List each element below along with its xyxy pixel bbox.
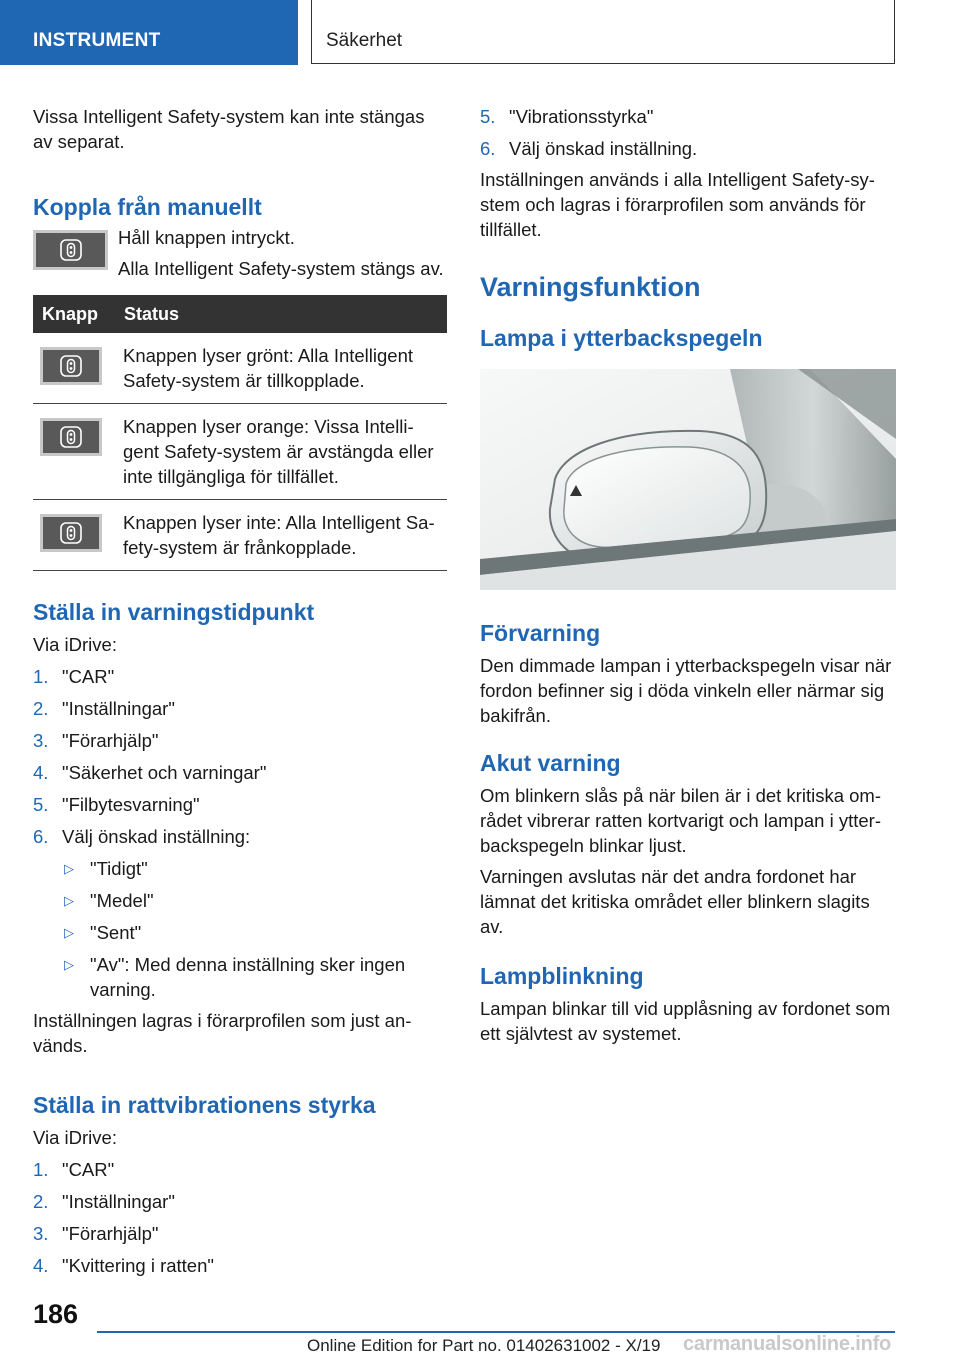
pre-warning-heading: Förvarning [480,620,601,646]
list-item: 6. Välj önskad inställning: [33,826,251,847]
intro-text: Vissa Intelligent Safety-system kan inte stängas av separat. [33,106,425,152]
vibration-heading: Ställa in rattvibrationens styrka [33,1092,376,1118]
mirror-illustration [480,369,896,590]
list-item: 1. "CAR" [33,666,115,687]
bullet-triangle-icon: ▷ [64,861,74,876]
list-item: 3. "Förarhjälp" [33,1223,159,1244]
safety-button-icon [60,239,82,261]
list-item: 2. "Inställningar" [33,698,175,719]
list-item: ▷ "Sent" [64,922,142,943]
vibration-note: Inställningen används i alla Intelligent Safety-sy-stem och lagras i förarprofilen som används för tillfället. [480,169,875,240]
via-idrive: Via iDrive: [33,1127,117,1148]
warn-time-steps [33,664,447,849]
status-text: Knappen lyser orange: Vissa Intelli-gent Safety-system är avstängda eller inte tillgängliga för tillfället. [115,404,447,500]
bullet-triangle-icon: ▷ [64,957,74,972]
table-header-status: Status [115,295,447,333]
left-column [33,104,447,1278]
warn-time-options [33,856,447,1002]
warn-time-heading: Ställa in varningstidpunkt [33,599,315,625]
safety-button-image [40,418,102,456]
vibration-steps [33,1157,447,1278]
safety-button-image [40,347,102,385]
pre-warning-text: Den dimmade lampan i ytterbackspegeln visar när fordon befinner sig i döda vinkeln eller närmar sig bakifrån. [480,655,892,726]
lamp-heading: Lampa i ytterbackspegeln [480,325,763,351]
safety-button-icon [60,522,82,544]
via-idrive: Via iDrive: [33,634,117,655]
watermark-text: carmanualsonline.info [683,1333,892,1355]
safety-button-icon [60,426,82,448]
right-column [480,104,896,1046]
safety-button-image [33,230,108,270]
safety-button-icon [60,355,82,377]
status-text: Knappen lyser grönt: Alla Intelligent Safety-system är tillkopplade. [115,333,447,404]
list-item: ▷ "Tidigt" [64,858,148,879]
list-item: 3. "Förarhjälp" [33,730,159,751]
bullet-triangle-icon: ▷ [64,893,74,908]
list-item: 1. "CAR" [33,1159,115,1180]
safety-button-image [40,514,102,552]
list-item: 5. "Filbytesvarning" [33,794,200,815]
chapter-title: Säkerhet [311,0,895,64]
list-item: 6. Välj önskad inställning. [480,138,698,159]
list-item: 2. "Inställningar" [33,1191,175,1212]
section-tab: INSTRUMENT [0,0,298,65]
table-row [33,404,447,500]
lamp-blink-heading: Lampblinkning [480,963,644,989]
acute-warning-heading: Akut varning [480,750,621,776]
manual-block [33,225,447,281]
warning-function-heading: Varningsfunktion [480,272,701,302]
manual-heading: Koppla från manuellt [33,194,262,220]
table-row [33,500,447,571]
acute-warning-text-2: Varningen avslutas när det andra fordonet har lämnat det kritiska området eller blinkern slagits av. [480,866,870,937]
edition-text: Online Edition for Part no. 01402631002 - X/19 [307,1336,661,1355]
status-text: Knappen lyser inte: Alla Intelligent Sa-fety-system är frånkopplade. [115,500,447,571]
manual-line-2: Alla Intelligent Safety-system stängs av. [118,258,444,279]
manual-line-1: Håll knappen intryckt. [118,227,295,248]
list-item: 5. "Vibrationsstyrka" [480,106,654,127]
list-item: 4. "Kvittering i ratten" [33,1255,214,1276]
status-table [33,295,447,571]
acute-warning-text-1: Om blinkern slås på när bilen är i det kritiska om-rådet vibrerar ratten kortvarigt och lampan i ytter-backspegeln blinkar ljust. [480,785,881,856]
list-item: ▷ "Av": Med denna inställning sker ingen varning. [64,954,406,1000]
warn-time-note: Inställningen lagras i förarprofilen som just an-vänds. [33,1010,412,1056]
vibration-steps-cont [480,104,896,161]
page-number: 186 [33,1299,79,1329]
lamp-blink-text: Lampan blinkar till vid upplåsning av fordonet som ett självtest av systemet. [480,998,891,1044]
bullet-triangle-icon: ▷ [64,925,74,940]
table-header-knapp: Knapp [33,295,115,333]
list-item: 4. "Säkerhet och varningar" [33,762,267,783]
table-row [33,333,447,404]
list-item: ▷ "Medel" [64,890,154,911]
